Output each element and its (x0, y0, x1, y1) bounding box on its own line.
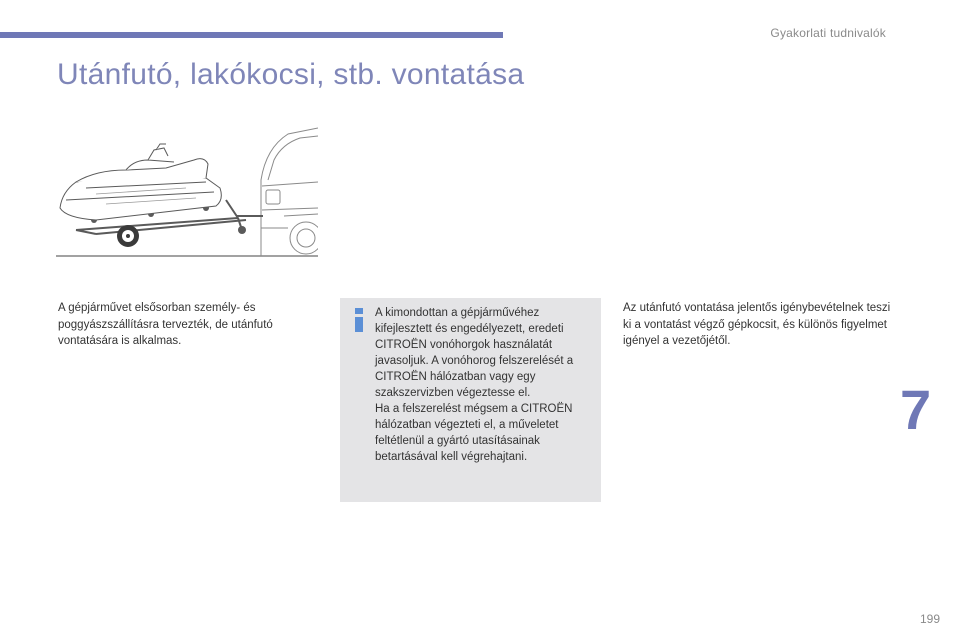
page-title: Utánfutó, lakókocsi, stb. vontatása (57, 58, 525, 91)
info-box-text: A kimondottan a gépjárművéhez kifejlesztett és engedélyezett, eredeti CITROËN vonóhorgok használatát javasoljuk. A vonóhorog felszerelését a CITROËN hálózatban vagy egy szakszervizben végeztesse el. Ha a felszerelést mégsem a CITROËN hálózatban végezteti el, a műveletet feltétlenül a gyártó utasításainak betartásával kell végrehajtani. (375, 307, 574, 463)
intro-paragraph: A gépjárművet elsősorban személy- és poggyászszállításra tervezték, de utánfutó vontatására is alkalmas. (58, 302, 273, 347)
section-header: Gyakorlati tudnivalók (770, 26, 886, 40)
chapter-number: 7 (900, 378, 932, 441)
info-icon (352, 308, 366, 332)
page-number: 199 (919, 612, 940, 626)
header-accent-bar (0, 32, 503, 38)
info-box (340, 298, 601, 502)
warning-paragraph: Az utánfutó vontatása jelentős igénybevételnek teszi ki a vontatást végző gépkocsit, és különös figyelmet igényel a vezetőjétől. (623, 302, 891, 347)
towing-illustration (56, 120, 318, 260)
